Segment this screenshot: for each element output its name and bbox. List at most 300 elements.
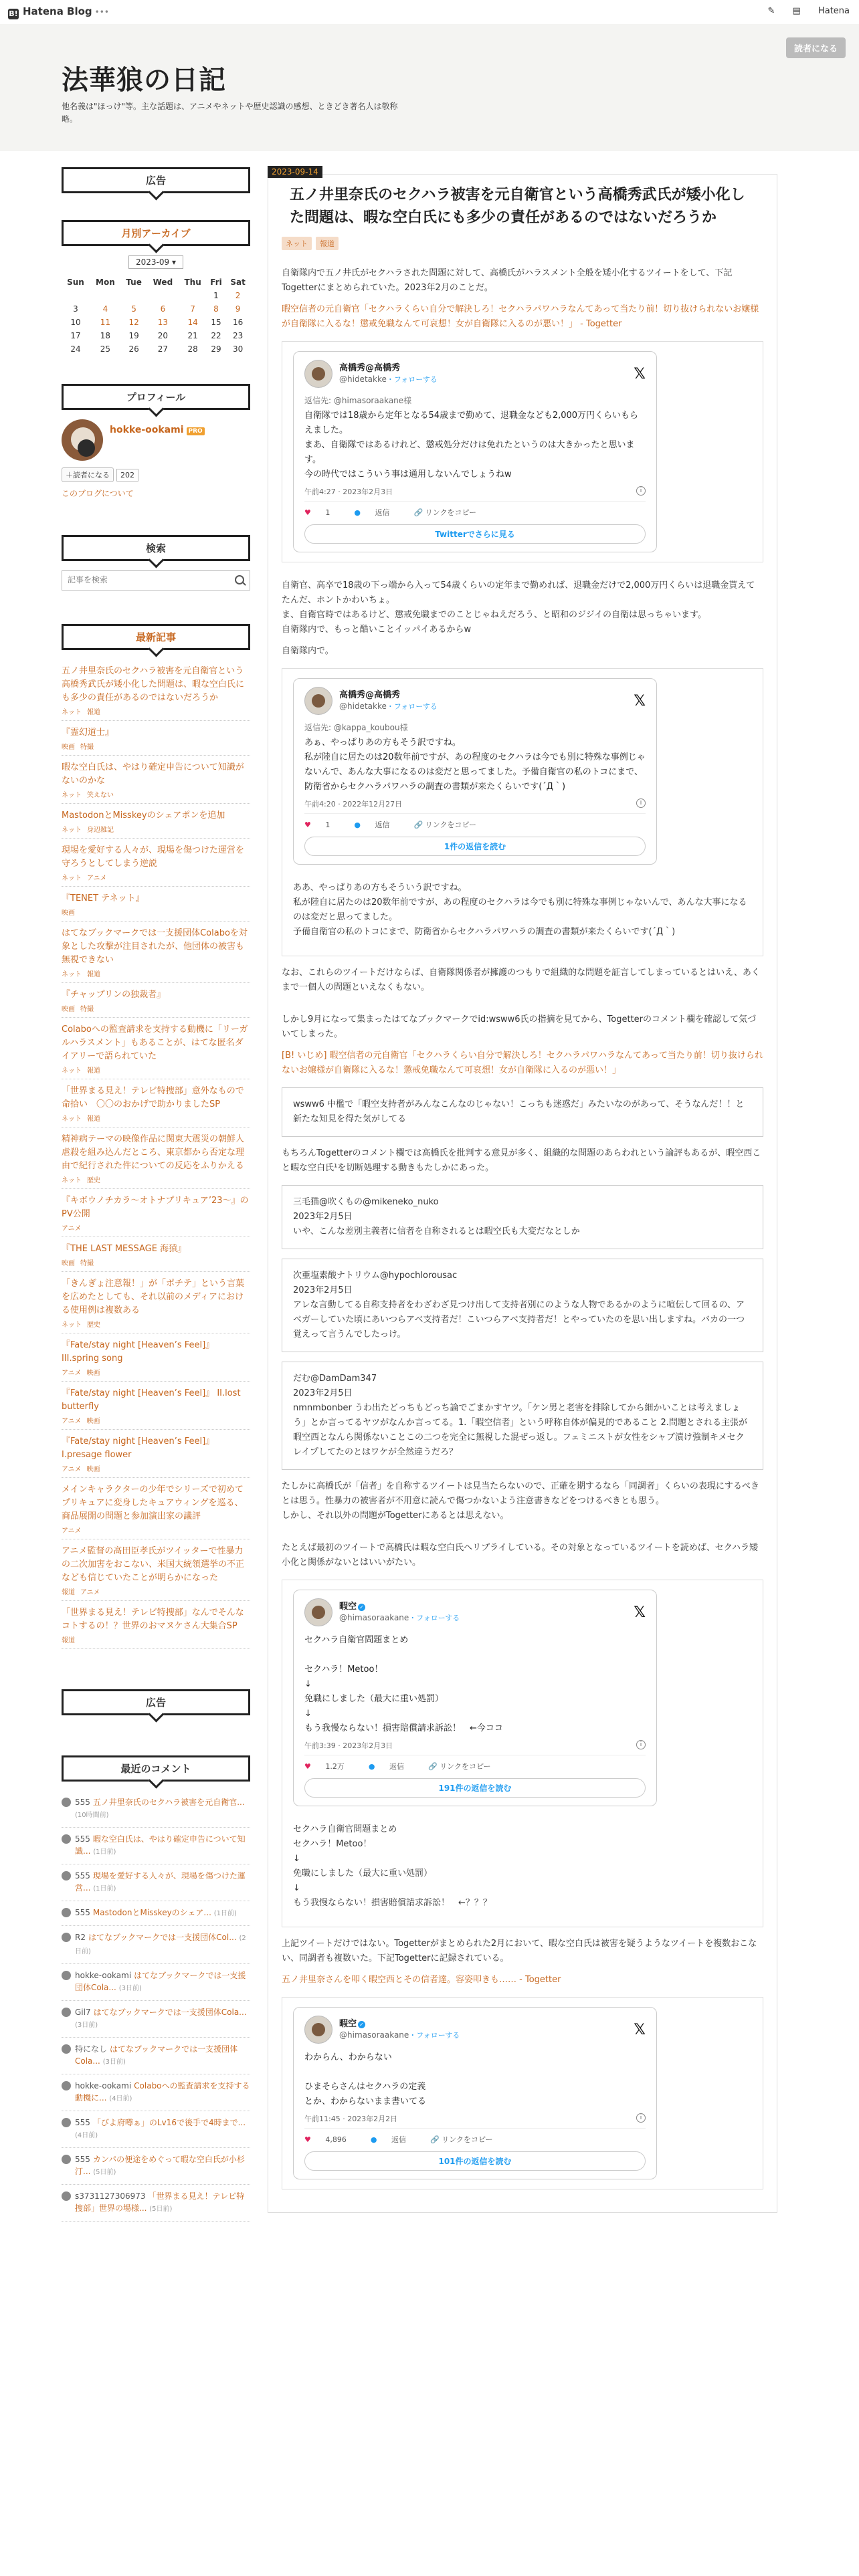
info-icon[interactable]: i xyxy=(636,486,646,496)
category-link[interactable]: 映画 xyxy=(62,744,75,751)
cal-day-link[interactable]: 7 xyxy=(190,304,195,314)
comments-heading: 最近のコメント xyxy=(62,1755,250,1782)
category-link[interactable]: アニメ xyxy=(62,1225,82,1232)
cal-day-link[interactable]: 13 xyxy=(157,318,169,327)
comment-item[interactable] xyxy=(62,2074,250,2111)
recent-cats xyxy=(62,1065,250,1075)
tweet-body xyxy=(304,736,646,794)
like-button[interactable]: ♥ 1 xyxy=(304,820,330,829)
list-item[interactable] xyxy=(62,1382,250,1430)
tweet-avatar[interactable] xyxy=(304,360,332,388)
reply-button[interactable]: ● 返信 xyxy=(368,1762,404,1771)
list-item[interactable] xyxy=(62,1430,250,1478)
tweet-meta xyxy=(304,486,646,502)
reply-icon: ● xyxy=(354,821,361,829)
list-item[interactable] xyxy=(62,1237,250,1272)
cal-day: 23 xyxy=(232,331,244,340)
follow-link[interactable]: ・フォローする xyxy=(386,702,438,711)
comment-item[interactable] xyxy=(62,1926,250,1964)
list-item[interactable] xyxy=(62,1333,250,1382)
search-input[interactable] xyxy=(62,571,227,588)
tweet-handle[interactable]: @hidetakke xyxy=(339,702,387,711)
comment-author[interactable]: 555 xyxy=(75,2155,90,2164)
tweet-line: 免職にしました（最大に重い処罰） xyxy=(304,1694,444,1704)
tweet-line: あぁ、やっぱりあの方もそう訳ですね。 xyxy=(304,738,461,748)
blog-title[interactable]: 法華狼の日記 xyxy=(62,64,226,96)
category-tag[interactable]: 報道 xyxy=(316,237,339,250)
recent-title[interactable]: 『Fate/stay night [Heaven’s Feel]』 III.spring song xyxy=(62,1340,215,1364)
recent-title[interactable]: 現場を愛好する人々が、現場を傷つけた運営を守ろうとしてしまう逆説 xyxy=(62,845,245,869)
cal-day-link[interactable]: 12 xyxy=(128,318,139,327)
category-link[interactable]: 報道 xyxy=(87,1067,100,1075)
list-item[interactable] xyxy=(62,983,250,1018)
cal-day: 27 xyxy=(157,344,169,354)
menu-dots-icon[interactable]: ••• xyxy=(94,7,109,17)
tweet-quote-text: セクハラ自衛官問題まとめ セクハラ！Metoo！ ↓ 免職にしました（最大に重い処罰） ↓ もう我慢ならない！損害賠償請求訴訟！ ←？？？ xyxy=(293,1824,492,1908)
recent-title[interactable]: 『霊幻道士』 xyxy=(62,728,114,738)
cal-day: 26 xyxy=(128,344,139,354)
cal-day-link[interactable]: 5 xyxy=(131,304,136,314)
user-icon xyxy=(62,1933,71,1942)
comment-text[interactable]: 「びよ府噂ぁ」のLv16で後手で4時まで... xyxy=(92,2118,246,2127)
list-item[interactable] xyxy=(62,922,250,983)
comment-time: (1日前) xyxy=(93,1848,116,1856)
like-button[interactable]: ♥ 1 xyxy=(304,508,330,517)
profile xyxy=(62,419,250,461)
comment-time: (5日前) xyxy=(93,2169,116,2176)
comment-author[interactable]: 555 xyxy=(75,2118,90,2127)
hatena-blog-logo[interactable]: B! Hatena Blog ••• xyxy=(9,5,109,18)
comment-author[interactable]: s3731127306973 xyxy=(75,2191,146,2201)
comment-item[interactable] xyxy=(62,1791,250,1828)
write-icon[interactable]: ✎ xyxy=(767,6,775,16)
embedded-tweet-block xyxy=(282,668,763,956)
embedded-tweet[interactable] xyxy=(293,2007,657,2179)
tweet-line: もう我慢ならない！損害賠償請求訴訟！ ←今ココ xyxy=(304,1723,503,1733)
reader-count[interactable]: 202 xyxy=(116,469,138,481)
category-link[interactable]: 映画 xyxy=(86,1370,100,1377)
list-item[interactable] xyxy=(62,839,250,887)
entry-date[interactable]: 2023-09-14 xyxy=(268,166,322,178)
list-item[interactable] xyxy=(62,1189,250,1237)
category-link[interactable]: ネット xyxy=(62,1115,82,1123)
comment-author[interactable]: 555 xyxy=(75,1908,90,1917)
user-icon xyxy=(62,1798,71,1807)
reply-icon: ● xyxy=(368,1762,375,1771)
read-more-button[interactable]: 191件の返信を読む xyxy=(304,1778,646,1798)
category-link[interactable]: アニメ xyxy=(87,875,107,882)
category-link[interactable]: 映画 xyxy=(86,1418,100,1425)
tweet-header xyxy=(304,360,646,388)
top-bar-right xyxy=(753,6,850,16)
comment-text[interactable]: 五ノ井里奈氏のセクハラ被害を元自衛官... xyxy=(92,1798,245,1807)
category-link[interactable]: 報道 xyxy=(87,971,100,978)
main-column xyxy=(268,165,777,2213)
comment-item[interactable] xyxy=(62,2148,250,2185)
embedded-tweet-block xyxy=(282,341,763,562)
archive-month-select[interactable]: 2023-09 ▾ xyxy=(128,255,183,269)
recent-title[interactable]: 『チャップリンの独裁者』 xyxy=(62,990,166,1000)
heart-icon: ♥ xyxy=(304,2135,311,2144)
comment-author[interactable]: hokke-ookami xyxy=(75,1971,132,1980)
heart-icon: ♥ xyxy=(304,508,311,517)
togetter-link-1[interactable]: 暇空信者の元自衛官「セクハラくらい自分で解決しろ！セクハラパワハラなんてあって当たり前！切り抜けられないお嬢様が自衛隊に入るな！懲戒免職なんて可哀想！女が自衛隊に入るのが悪い！」 - Togetter xyxy=(282,304,759,329)
recent-title[interactable]: 『TENET テネット』 xyxy=(62,893,145,903)
info-icon[interactable]: i xyxy=(636,2113,646,2123)
recent-cats xyxy=(62,1367,250,1377)
list-item[interactable] xyxy=(62,1601,250,1649)
category-link[interactable]: 特撮 xyxy=(80,1006,94,1013)
reply-icon: ● xyxy=(354,508,361,517)
bookmark-link[interactable]: [B! いじめ] 暇空信者の元自衛官「セクハラくらい自分で解決しろ！セクハラパワハラなんてあって当たり前！切り抜けられないお嬢様が自衛隊に入るな！懲戒免職なんて可哀想！女が自衛隊に入るのが悪い！」 xyxy=(282,1051,763,1075)
recent-title[interactable]: アニメ監督の高田臣孝氏がツイッターで性暴力の二次加害をおこない、米国大統領選挙の不正なども信じていたことが明らかになった xyxy=(62,1546,245,1583)
comment-text[interactable]: 現場を愛好する人々が、現場を傷つけた運営... xyxy=(75,1871,246,1893)
tweet-handle[interactable]: @himasoraakane xyxy=(339,1613,409,1622)
copy-link-button[interactable]: 🔗 リンクをコピー xyxy=(430,2135,493,2144)
comment-time: (3日前) xyxy=(118,1985,142,1992)
tweet-line: わからん、わからない xyxy=(304,2052,392,2062)
user-icon xyxy=(62,1908,71,1917)
quote-box: 次亜塩素酸ナトリウム@hypochlorousac 2023年2月5日 アレな言動してる自称支持者をわざわざ見つけ出して支持者別にのような人物であるかのように喧伝して回るの、アベガーしていた頃にあいつらアベ支持者だ！こいつらアベ支持者だ！とやっていたのを思い出しますね。バカの一つ覚えって言うんでしたっけ。 xyxy=(282,1259,763,1352)
search-icon[interactable] xyxy=(235,575,244,584)
cal-day xyxy=(62,289,90,302)
recent-cats xyxy=(62,1525,250,1535)
weekday-wed: Wed xyxy=(153,278,173,287)
reply-button[interactable]: ● 返信 xyxy=(354,821,390,829)
list-item[interactable] xyxy=(62,1018,250,1079)
tweet-line: セクハラ！Metoo！ xyxy=(304,1665,383,1675)
embedded-tweet[interactable] xyxy=(293,351,657,552)
category-tag[interactable]: ネット xyxy=(282,237,312,250)
category-link[interactable]: ネット xyxy=(62,1177,82,1184)
recent-title[interactable]: 『Fate/stay night [Heaven’s Feel]』 I.presage flower xyxy=(62,1436,215,1460)
read-more-button[interactable]: Twitterでさらに見る xyxy=(304,524,646,544)
recent-title[interactable]: 精神病テーマの映像作品に関東大震災の朝鮮人虐殺を組み込んだところ、東京都から否定な理由で紀行された件についての反応をふりかえる xyxy=(62,1134,245,1171)
x-logo-icon[interactable]: 𝕏 xyxy=(634,2021,646,2038)
cal-day: 24 xyxy=(70,344,81,354)
paragraph: 自衛隊内で。 xyxy=(282,646,334,656)
x-logo-icon[interactable]: 𝕏 xyxy=(634,692,646,710)
about-blog-link[interactable]: このブログについて xyxy=(62,489,134,498)
follow-link[interactable]: ・フォローする xyxy=(409,2031,460,2040)
tweet-line: ↓ xyxy=(304,1709,312,1719)
search-box xyxy=(62,570,250,591)
tweet-time[interactable]: 午前4:27 · 2023年2月3日 xyxy=(304,488,393,496)
recent-title[interactable]: はてなブックマークでは一支援団体Colaboを対象とした攻撃が注目されたが、他団体の被害も無視できない xyxy=(62,928,248,965)
comment-time: (2日前) xyxy=(75,1935,246,1955)
recent-cats xyxy=(62,872,250,882)
comment-item[interactable] xyxy=(62,1964,250,2001)
list-item[interactable] xyxy=(62,1539,250,1601)
x-logo-icon[interactable]: 𝕏 xyxy=(634,365,646,383)
cal-day: 29 xyxy=(211,344,221,354)
embedded-tweet-block xyxy=(282,1580,763,1927)
tweet-actions xyxy=(304,2134,646,2145)
cal-day: 18 xyxy=(100,331,111,340)
tweet-time[interactable]: 午前3:39 · 2023年2月3日 xyxy=(304,1741,393,1750)
embedded-tweet[interactable] xyxy=(293,678,657,865)
comment-author[interactable]: 555 xyxy=(75,1834,90,1844)
category-link[interactable]: 報道 xyxy=(62,1589,75,1596)
recent-title[interactable]: MastodonとMisskeyのシェアポンを追加 xyxy=(62,811,225,821)
blog-header xyxy=(0,24,859,151)
cal-day: 1 xyxy=(213,291,219,300)
copy-link-button[interactable]: 🔗 リンクをコピー xyxy=(413,508,477,517)
verified-icon: ✓ xyxy=(358,1604,365,1611)
reply-button[interactable]: ● 返信 xyxy=(370,2135,406,2144)
verified-icon: ✓ xyxy=(358,2021,365,2028)
cal-day: 15 xyxy=(211,318,221,327)
tweet-actions xyxy=(304,819,646,830)
x-logo-icon[interactable]: 𝕏 xyxy=(634,1604,646,1621)
tweet-meta xyxy=(304,798,646,814)
comment-author[interactable]: 特になし xyxy=(75,2044,108,2054)
category-link[interactable]: アニメ xyxy=(62,1418,82,1425)
recent-cats xyxy=(62,741,250,751)
cal-day: 28 xyxy=(187,344,198,354)
cal-day: 3 xyxy=(73,304,78,314)
recent-title[interactable]: メインキャラクターの少年でシリーズで初めてプリキュアに変身したキュアウィングを巡る、商品展開の問題と参加演出家の議評 xyxy=(62,1485,244,1521)
profile-name[interactable]: hokke-ookami xyxy=(110,425,184,435)
category-link[interactable]: アニメ xyxy=(62,1370,82,1377)
cal-day: 25 xyxy=(100,344,111,354)
category-link[interactable]: 報道 xyxy=(87,1115,100,1123)
category-link[interactable]: ネット xyxy=(62,792,82,799)
tweet-line: とか、わからないまま書いてる xyxy=(304,2097,427,2107)
avatar[interactable] xyxy=(62,419,103,461)
comment-item[interactable] xyxy=(62,2001,250,2038)
like-button[interactable]: ♥ 4,896 xyxy=(304,2135,347,2144)
category-link[interactable]: 笑えない xyxy=(87,792,114,799)
weekday-mon: Mon xyxy=(96,278,115,287)
recent-title[interactable]: 『Fate/stay night [Heaven’s Feel]』 II.lost butterfly xyxy=(62,1388,241,1412)
entry-title[interactable]: 五ノ井里奈氏のセクハラ被害を元自衛官という高橋秀武氏が矮小化した問題は、暇な空白氏にも多少の責任があるのではないだろうか xyxy=(290,187,745,226)
cal-day xyxy=(147,289,179,302)
comment-text[interactable]: はてなブックマークでは一支援団体Cola... xyxy=(75,1971,246,1992)
recent-cats xyxy=(62,1319,250,1329)
dashboard-icon[interactable]: ▤ xyxy=(792,6,801,16)
category-link[interactable]: 歴史 xyxy=(87,1321,100,1329)
comment-text[interactable]: Colaboへの監査請求を支持する動機に... xyxy=(75,2081,250,2103)
recent-title[interactable]: 『THE LAST MESSAGE 海猿』 xyxy=(62,1244,187,1254)
category-link[interactable]: 歴史 xyxy=(87,1177,100,1184)
cal-day: 20 xyxy=(157,331,169,340)
recent-cats xyxy=(62,1463,250,1473)
tweet-line xyxy=(304,2065,646,2080)
category-link[interactable]: 映画 xyxy=(62,1260,75,1267)
heart-icon: ♥ xyxy=(304,820,311,829)
comment-text[interactable]: カンパの便途をめぐって暇な空白氏が小杉汀... xyxy=(75,2155,245,2176)
user-icon xyxy=(62,2118,71,2127)
copy-link-button[interactable]: 🔗 リンクをコピー xyxy=(413,821,477,829)
category-link[interactable]: 映画 xyxy=(62,1006,75,1013)
cal-day-link[interactable]: 14 xyxy=(187,318,198,327)
category-link[interactable]: ネット xyxy=(62,971,82,978)
tweet-meta xyxy=(304,2113,646,2129)
user-icon xyxy=(62,2044,71,2054)
tweet-reply-to: 返信先: @himasoraakane様 xyxy=(304,396,412,405)
list-item[interactable] xyxy=(62,659,250,721)
comment-text[interactable]: はてなブックマークでは一支援団体Cola... xyxy=(93,2008,247,2017)
read-more-button[interactable]: 1件の返信を読む xyxy=(304,837,646,856)
tweet-time[interactable]: 午前4:20 · 2022年12月27日 xyxy=(304,800,403,809)
user-icon xyxy=(62,2081,71,2090)
comment-text[interactable]: MastodonとMisskeyのシェア... xyxy=(92,1908,211,1917)
tweet-avatar[interactable] xyxy=(304,2016,332,2044)
comment-author[interactable]: 555 xyxy=(75,1798,90,1807)
cal-day: 21 xyxy=(187,331,198,340)
tweet-author-line[interactable] xyxy=(339,2018,460,2030)
follow-link[interactable]: ・フォローする xyxy=(409,1614,460,1622)
category-link[interactable]: ネット xyxy=(62,1067,82,1075)
profile-reader-row xyxy=(62,467,250,482)
recent-list xyxy=(62,659,250,1649)
recent-cats xyxy=(62,1257,250,1267)
cal-day: 10 xyxy=(70,318,81,327)
cal-day-link[interactable]: 11 xyxy=(100,318,111,327)
list-item[interactable] xyxy=(62,756,250,804)
comment-author[interactable]: hokke-ookami xyxy=(75,2081,132,2090)
comment-time: (3日前) xyxy=(75,2022,98,2029)
tweet-handle[interactable]: @hidetakke xyxy=(339,374,387,384)
info-icon[interactable]: i xyxy=(636,798,646,808)
reply-button[interactable]: ● 返信 xyxy=(354,508,390,517)
comment-author[interactable]: Gil7 xyxy=(75,2008,91,2017)
recent-title[interactable]: 「世界まる見え！テレビ特捜部」意外なもので命拾い 〇〇のおかげで助かりましたSP xyxy=(62,1086,244,1109)
tweet-author-line[interactable] xyxy=(339,1601,460,1612)
reply-icon: ● xyxy=(370,2135,377,2144)
category-link[interactable]: ネット xyxy=(62,1321,82,1329)
profile-name-line[interactable] xyxy=(110,425,205,435)
tweet-avatar[interactable] xyxy=(304,1598,332,1626)
weekday-sat: Sat xyxy=(230,278,246,287)
paragraph: しかし9月になって集まったはてなブックマークでid:wsww6氏の指摘を見てから、Togetterのコメント欄を確認して気づいてしまった。 xyxy=(282,1014,757,1039)
tweet-author[interactable]: 暇空 xyxy=(339,1602,357,1612)
embedded-tweet[interactable] xyxy=(293,1590,657,1806)
tweet-body xyxy=(304,2050,646,2109)
cal-day-link[interactable]: 4 xyxy=(102,304,108,314)
recent-title[interactable]: 『キボウノチカラ〜オトナプリキュア’23〜』のPV公開 xyxy=(62,1196,249,1219)
top-bar xyxy=(0,0,859,25)
category-link[interactable]: ネット xyxy=(62,709,82,716)
comment-item[interactable] xyxy=(62,2111,250,2148)
hatena-user-link[interactable]: Hatena xyxy=(818,6,850,16)
ad-heading-2: 広告 xyxy=(62,1689,250,1715)
recent-cats xyxy=(62,1003,250,1013)
recent-cats xyxy=(62,1113,250,1123)
comment-item[interactable] xyxy=(62,1901,250,1926)
list-item[interactable] xyxy=(62,804,250,839)
category-link[interactable]: 報道 xyxy=(62,1637,75,1644)
list-item[interactable] xyxy=(62,1272,250,1333)
category-link[interactable]: ネット xyxy=(62,827,82,834)
comment-text[interactable]: 暇な空白氏は、やはり確定申告について知識... xyxy=(75,1834,246,1856)
togetter-link-2[interactable]: 五ノ井里奈さんを叩く暇空西とその信者達。容姿叩きも…… - Togetter xyxy=(282,1975,561,1985)
quote-box: だむ@DamDam347 2023年2月5日 nmnmbonber うわ出たどっちもどっち論でごまかすヤツ。「ケン男と老害を排除してから細かいことは考えましょう」とか言ってるヤツがなんか言ってる。1.「暇空信者」という呼称自体が偏見的であること 2.問題とされる主張が暇空西となんら関係ないことこの二つを完全に無視した混ぜっ返し。フェミニストが女性をシャブ漬け強制キメセクレイプしてたのとはワケが全然違うだろ？ xyxy=(282,1362,763,1470)
tweet-body xyxy=(304,1633,646,1736)
recent-cats xyxy=(62,968,250,978)
category-link[interactable]: 特撮 xyxy=(80,744,94,751)
user-icon xyxy=(62,1834,71,1844)
quote-box: 三毛猫@吹くもの@mikeneko_nuko 2023年2月5日 いや、こんな差別主義者に信者を自称されるとは暇空氏も大変だなとしか xyxy=(282,1185,763,1249)
category-link[interactable]: 映画 xyxy=(86,1466,100,1473)
list-item[interactable] xyxy=(62,721,250,756)
comment-text[interactable]: はてなブックマークでは一支援団体Cola... xyxy=(75,2044,238,2066)
cal-day-link[interactable]: 8 xyxy=(213,304,219,314)
tweet-author[interactable]: 暇空 xyxy=(339,2019,357,2029)
comments-list xyxy=(62,1791,250,2222)
subscribe-button[interactable]: 読者になる xyxy=(786,37,846,58)
category-link[interactable]: ネット xyxy=(62,875,82,882)
category-link[interactable]: 身辺雑記 xyxy=(87,827,114,834)
tweet-author[interactable]: 高橋秀@高橋秀 xyxy=(339,690,401,700)
recent-title[interactable]: 暇な空白氏は、やはり確定申告について知識がないのかな xyxy=(62,762,244,786)
comment-item[interactable] xyxy=(62,2185,250,2222)
cal-day-link[interactable]: 9 xyxy=(235,304,241,314)
tweet-time[interactable]: 午前11:45 · 2023年2月2日 xyxy=(304,2115,398,2123)
recent-cats xyxy=(62,824,250,834)
list-item[interactable] xyxy=(62,887,250,922)
recent-title[interactable]: 「きんぎょ注意報！」が「ポチテ」という言葉を広めたとしても、それ以前のメディアにおける使用例は複数ある xyxy=(62,1279,245,1315)
comment-item[interactable] xyxy=(62,2038,250,2074)
list-item[interactable] xyxy=(62,1128,250,1189)
comment-time: (1日前) xyxy=(213,1910,237,1917)
tweet-actions xyxy=(304,507,646,518)
tweet-line: 今の時代ではこういう事は通用しないんでしょうねw xyxy=(304,469,512,479)
paragraph: 上記ツイートだけではない。Togetterがまとめられた2月において、暇な空白氏は被害を疑うようなツイートを複数おこない、同調者も複数いた。下記Togetterに記録されている。 xyxy=(282,1939,757,1963)
tweet-avatar[interactable] xyxy=(304,687,332,715)
comment-time: (4日前) xyxy=(109,2095,132,2103)
recent-title[interactable]: 五ノ井里奈氏のセクハラ被害を元自衛官という高橋秀武氏が矮小化した問題は、暇な空白氏にも多少の責任があるのではないだろうか xyxy=(62,666,245,703)
category-link[interactable]: アニメ xyxy=(80,1589,100,1596)
comment-author[interactable]: R2 xyxy=(75,1933,86,1942)
cal-day-link[interactable]: 2 xyxy=(235,291,241,300)
comment-text[interactable]: はてなブックマークでは一支援団体Col... xyxy=(88,1933,237,1942)
comment-item[interactable] xyxy=(62,1864,250,1901)
list-item[interactable] xyxy=(62,1478,250,1539)
user-icon xyxy=(62,1871,71,1881)
category-link[interactable]: 報道 xyxy=(87,709,100,716)
comment-text[interactable]: 「世界まる見え！テレビ特捜部」世界の場様... xyxy=(75,2191,245,2213)
quote-box: wsww6 中檻で「暇空支持者がみんなこんなのじゃない！こっちも迷惑だ」みたいなのがあって、そうなんだ！！と新たな知見を得た気がしてる xyxy=(282,1087,763,1137)
heart-icon: ♥ xyxy=(304,1762,311,1771)
copy-link-button[interactable]: 🔗 リンクをコピー xyxy=(427,1762,491,1771)
cal-day-link[interactable]: 6 xyxy=(160,304,166,314)
hatena-icon: B! xyxy=(9,9,18,18)
read-more-button[interactable]: 101件の返信を読む xyxy=(304,2151,646,2171)
category-link[interactable]: 特撮 xyxy=(80,1260,94,1267)
info-icon[interactable]: i xyxy=(636,1740,646,1749)
cal-day: 16 xyxy=(232,318,244,327)
recent-cats xyxy=(62,907,250,917)
recent-cats xyxy=(62,1174,250,1184)
category-link[interactable]: アニメ xyxy=(62,1527,82,1535)
tweet-handle[interactable]: @himasoraakane xyxy=(339,2030,409,2040)
comment-item[interactable] xyxy=(62,1828,250,1864)
like-button[interactable]: ♥ 1.2万 xyxy=(304,1762,345,1771)
follow-link[interactable]: ・フォローする xyxy=(386,375,438,384)
profile-subscribe-button[interactable]: ＋読者になる xyxy=(62,467,114,482)
category-link[interactable]: アニメ xyxy=(62,1466,82,1473)
category-link[interactable]: 映画 xyxy=(62,909,75,917)
list-item[interactable] xyxy=(62,1079,250,1128)
comment-author[interactable]: 555 xyxy=(75,1871,90,1881)
archive-heading[interactable]: 月別アーカイブ xyxy=(62,220,250,246)
recent-title[interactable]: Colaboへの監査請求を支持する動機に「リーガルハラスメント」もあることが、はてな匿名ダイアリーで語られていた xyxy=(62,1025,248,1061)
recent-title[interactable]: 「世界まる見え！テレビ特捜部」なんでそんなコトするの！？世界のおマヌケさん大集合SP xyxy=(62,1608,244,1631)
tweet-author[interactable]: 高橋秀@高橋秀 xyxy=(339,363,401,373)
recent-cats xyxy=(62,1634,250,1644)
